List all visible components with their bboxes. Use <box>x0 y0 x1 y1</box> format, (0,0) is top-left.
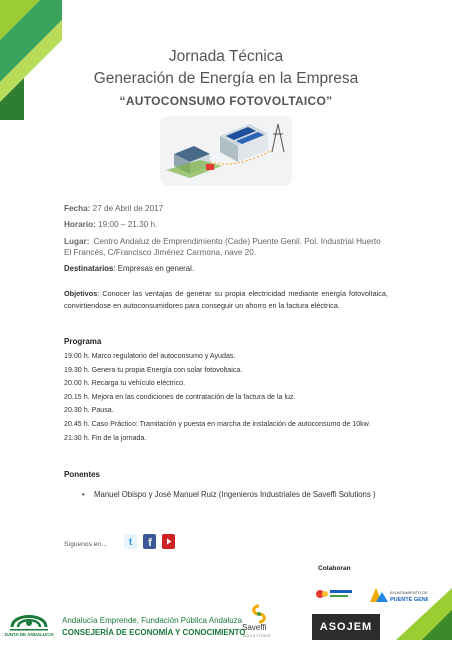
facebook-icon[interactable] <box>143 534 156 549</box>
fecha-label: Fecha: <box>64 204 91 213</box>
consejeria-text: CONSEJERÍA DE ECONOMÍA Y CONOCIMIENTO <box>62 628 246 637</box>
programa-item: 19.00 h. Marco regulatorio del autoconsumo y Ayudas. <box>64 352 236 360</box>
objetivos-label: Objetivos <box>64 289 98 298</box>
twitter-icon[interactable] <box>124 534 137 549</box>
programa-heading: Programa <box>64 337 102 346</box>
title-line-2: Generación de Energía en la Empresa <box>93 70 359 87</box>
svg-text:AYUNTAMIENTO DE: AYUNTAMIENTO DE <box>390 590 428 595</box>
programa-item: 20.30 h. Pausa. <box>64 406 114 415</box>
bullet-icon: • <box>82 490 85 499</box>
horario-label: Horario: <box>64 220 96 229</box>
fecha-row <box>64 204 163 213</box>
lugar-label: Lugar: <box>64 237 90 246</box>
ponentes-text: Manuel Obispo y José Manuel Ruiz (Ingenieros Industriales de Saveffi Solutions ) <box>94 490 376 499</box>
programa-item: 21.30 h. Fin de la jornada. <box>64 433 147 442</box>
objetivos-value: : Conocer las ventajas de generar su propia electricidad mediante energía fotovoltaica, convirtiendose en autoconsumidores para conseguir un ahorro en la factura eléctrica. <box>64 289 388 310</box>
svg-text:t: t <box>128 537 133 548</box>
youtube-icon[interactable] <box>162 534 175 549</box>
colaboran-label: Colaboran <box>318 565 351 572</box>
horario-value: 19:00 – 21.30 h. <box>98 220 158 229</box>
emprende-logo <box>314 584 354 604</box>
objetivos-row <box>64 288 388 312</box>
siguenos-label: Síguenos en… <box>64 541 108 548</box>
programa-item: 20.15 h. Mejora en las condiciones de contratación de la factura de la luz. <box>64 392 296 401</box>
andalucia-emprende-text: Andalucía Emprende, Fundación Pública Andaluza <box>62 616 243 625</box>
programa-item: 20.45 h. Caso Práctico: Tramitación y puesta en marcha de instalación de autoconsumo de 10kw. <box>64 419 371 428</box>
saveffi-text: Saveffi <box>242 623 267 632</box>
corner-decoration-bottom <box>396 588 452 640</box>
destinatarios-label: Destinatarios <box>64 264 114 273</box>
destinatarios-value: : Empresas en general. <box>113 264 195 273</box>
title-line-3: “AUTOCONSUMO FOTOVOLTAICO” <box>119 94 333 108</box>
lugar-value: Centro Andaluz de Emprendimiento (Cade) Puente Genil. Pol. Industrial Huerto El Francés, C/Francisco Jiménez Carmona, nave 20. <box>64 237 381 257</box>
programa-item: 20.00 h. Recarga tu vehículo eléctrico. <box>64 379 186 388</box>
programa-item: 19.30 h. Genera tu propia Energía con solar fotovoltaica. <box>64 365 243 374</box>
horario-row <box>64 220 157 229</box>
fecha-value: 27 de Abril de 2017 <box>92 204 164 213</box>
solar-installation-illustration <box>160 116 292 186</box>
saveffi-sub: SOLUTIONS <box>243 633 271 638</box>
lugar-row <box>64 236 388 258</box>
asojem-logo: ASOJEM <box>312 614 380 640</box>
ponentes-item <box>82 490 384 500</box>
svg-text:f: f <box>148 537 152 549</box>
title-line-1: Jornada Técnica <box>168 48 284 65</box>
destinatarios-row <box>64 264 194 273</box>
ponentes-heading: Ponentes <box>64 470 101 479</box>
programa-list <box>64 352 390 447</box>
svg-text:PUENTE GENIL: PUENTE GENIL <box>390 597 428 603</box>
junta-text: JUNTA DE ANDALUCIA <box>4 632 54 637</box>
